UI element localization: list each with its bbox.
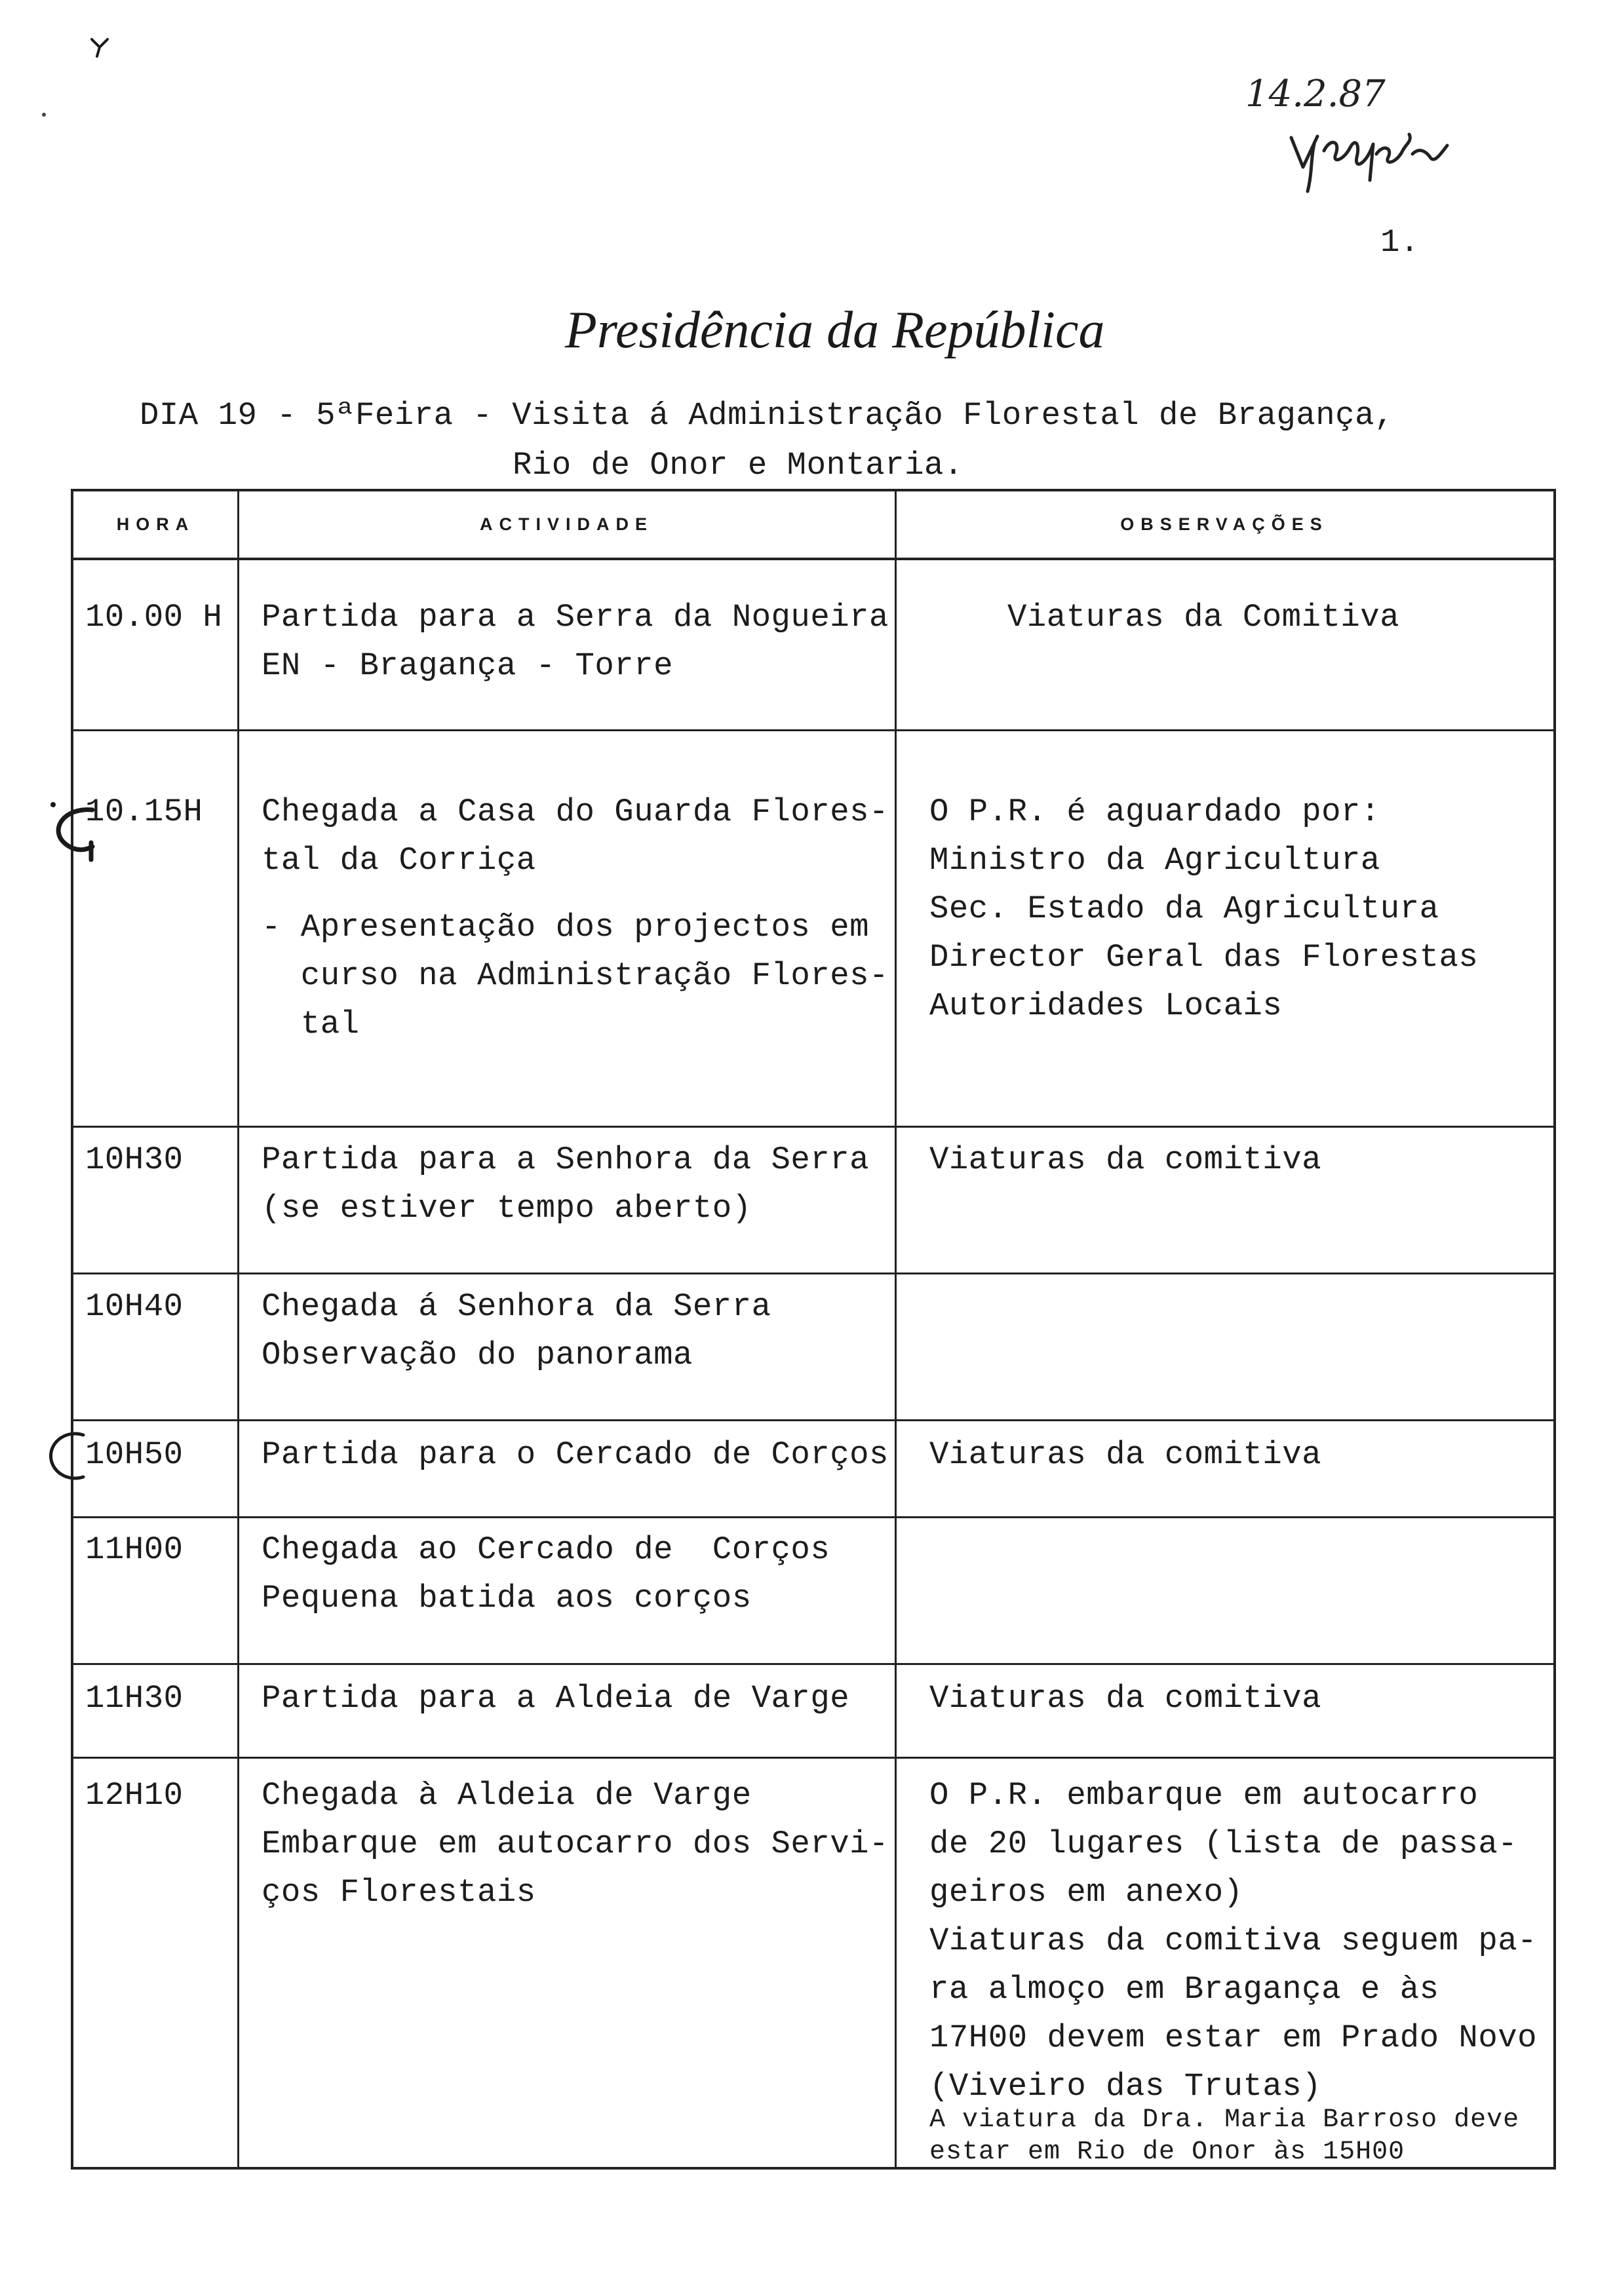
table-header-row <box>73 491 1553 558</box>
observacoes-text: O P.R. é aguardado por: Ministro da Agricultura Sec. Estado da Agricultura Director Geral das Florestas Autoridades Locais <box>929 794 1479 1024</box>
column-divider <box>237 491 239 2167</box>
hora-cell <box>73 560 238 729</box>
hora-cell <box>73 1518 238 1663</box>
observacoes-note: A viatura da Dra. Maria Barroso deve estar em Rio de Onor às 15H00 <box>929 2105 1520 2167</box>
observacoes-cell <box>895 1518 1553 1663</box>
table-row <box>73 558 1553 729</box>
page-number: 1. <box>1380 224 1420 261</box>
stray-dot <box>42 113 46 117</box>
hora-text: 10.15H <box>85 794 203 830</box>
actividade-cell <box>238 1665 895 1757</box>
hora-text: 11H00 <box>85 1531 184 1568</box>
observacoes-text: Viaturas da Comitiva <box>1007 599 1400 636</box>
handwritten-date: 14.2.87 <box>1245 73 1386 115</box>
actividade-cell <box>238 1274 895 1419</box>
column-divider <box>895 491 897 2167</box>
observacoes-cell <box>895 1421 1553 1516</box>
table-row <box>73 1126 1553 1272</box>
observacoes-text: Viaturas da comitiva <box>929 1141 1322 1178</box>
heading-line-1: DIA 19 - 5ªFeira - Visita á Administração Florestal de Bragança, <box>140 397 1394 434</box>
actividade-cell <box>238 731 895 1126</box>
schedule-table <box>71 489 1556 2170</box>
heading-line-2: Rio de Onor e Montaria. <box>513 447 963 484</box>
header-observacoes: OBSERVAÇÕES <box>1120 514 1329 534</box>
actividade-text: Partida para a Serra da Nogueira EN - Bragança - Torre <box>262 599 889 684</box>
hora-text: 11H30 <box>85 1680 184 1717</box>
table-row <box>73 1419 1553 1516</box>
actividade-text: Chegada á Senhora da Serra Observação do panorama <box>262 1288 771 1373</box>
hora-text: 10.00 H <box>85 599 223 636</box>
observacoes-cell <box>895 1128 1553 1272</box>
hora-text: 12H10 <box>85 1777 184 1814</box>
actividade-cell <box>238 1421 895 1516</box>
hora-text: 10H30 <box>85 1141 184 1178</box>
observacoes-cell <box>895 731 1553 1126</box>
observacoes-text: Viaturas da comitiva <box>929 1436 1322 1473</box>
actividade-cell <box>238 1759 895 2167</box>
actividade-text: Partida para a Senhora da Serra (se estiver tempo aberto) <box>262 1141 870 1227</box>
actividade-text: Partida para o Cercado de Corços <box>262 1436 889 1473</box>
letterhead-title: Presidência da República <box>565 301 1105 359</box>
observacoes-text: Viaturas da comitiva <box>929 1680 1322 1717</box>
actividade-text: - Apresentação dos projectos em curso na Administração Flores- tal <box>262 909 889 1043</box>
hora-cell <box>73 1759 238 2167</box>
actividade-text: Partida para a Aldeia de Varge <box>262 1680 850 1717</box>
header-actividade: ACTIVIDADE <box>479 514 653 534</box>
handwritten-signature <box>1278 118 1455 197</box>
header-observacoes-cell <box>895 491 1553 558</box>
hora-cell <box>73 731 238 1126</box>
header-hora: HORA <box>116 514 195 534</box>
observacoes-cell <box>895 560 1553 729</box>
stray-dot <box>50 802 56 807</box>
hora-cell <box>73 1274 238 1419</box>
actividade-text: Chegada à Aldeia de Varge Embarque em autocarro dos Servi- ços Florestais <box>262 1777 889 1911</box>
header-hora-cell <box>73 491 238 558</box>
table-row <box>73 1516 1553 1663</box>
observacoes-cell <box>895 1274 1553 1419</box>
hora-text: 10H40 <box>85 1288 184 1325</box>
actividade-cell <box>238 1128 895 1272</box>
hora-cell <box>73 1128 238 1272</box>
observacoes-cell <box>895 1665 1553 1757</box>
stray-check-mark <box>92 39 107 56</box>
actividade-cell <box>238 560 895 729</box>
observacoes-text: O P.R. embarque em autocarro de 20 lugares (lista de passa- geiros em anexo) Viaturas da comitiva seguem pa- ra almoço em Bragança e às 17H00 devem estar em Prado Novo (Viveiro das Trutas) <box>929 1777 1538 2105</box>
actividade-text: Chegada a Casa do Guarda Flores- tal da Corriça <box>262 794 889 879</box>
header-actividade-cell <box>238 491 895 558</box>
table-row <box>73 1757 1553 2167</box>
actividade-text: Chegada ao Cercado de Corços Pequena batida aos corços <box>262 1531 830 1617</box>
hora-cell <box>73 1421 238 1516</box>
table-row <box>73 729 1553 1126</box>
hora-text: 10H50 <box>85 1436 184 1473</box>
observacoes-cell <box>895 1759 1553 2167</box>
actividade-cell <box>238 1518 895 1663</box>
hora-cell <box>73 1665 238 1757</box>
table-row <box>73 1663 1553 1757</box>
table-row <box>73 1272 1553 1419</box>
